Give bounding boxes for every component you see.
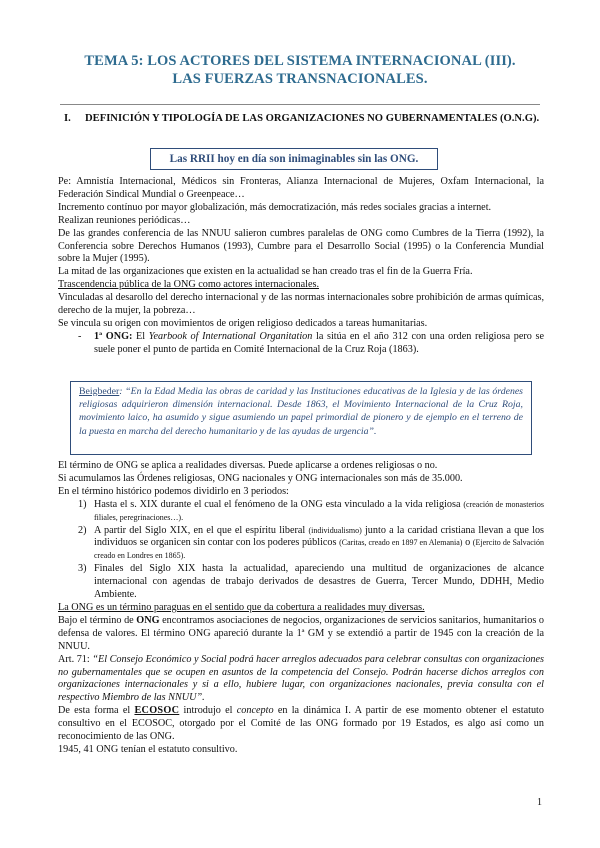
- section-heading: [64, 112, 544, 126]
- quote-box: [70, 381, 532, 455]
- list-text: Hasta el s. XIX durante el cual el fenómeno de la ONG esta vinculado a la vida religiosa: [94, 498, 464, 510]
- article-quote: [58, 654, 544, 706]
- highlight-box: Las RRII hoy en día son inimaginables sin las ONG.: [150, 148, 438, 170]
- list-number: 2): [78, 524, 87, 536]
- list-note: (individualismo): [308, 525, 362, 535]
- page-title: [40, 52, 560, 88]
- bullet-item: [58, 331, 544, 357]
- section-title: DEFINICIÓN Y TIPOLOGÍA DE LAS ORGANIZACIONES NO GUBERNAMENTALES (O.N.G).: [85, 113, 540, 124]
- list-note: (creación de monasterios filiales, peregrinaciones…).: [94, 499, 544, 522]
- paragraph: Pe: Amnistía Internacional, Médicos sin Fronteras, Alianza Internacional de Mujeres, Oxfam Internacional, la Federación Sindical Mundial o Greenpeace…: [58, 176, 544, 200]
- paragraph: Incremento contínuo por mayor globalización, más democratización, más redes sociales gracias a internet.: [58, 201, 492, 213]
- underlined-heading: La ONG es un término paraguas en el sentido que da cobertura a realidades muy diversas.: [58, 601, 425, 613]
- bullet-italic: Yearbook of International Organitation: [148, 330, 313, 342]
- list-note: (Caritas, creado en 1897 en Alemania): [339, 538, 463, 548]
- text: Bajo el término de: [58, 614, 137, 626]
- paragraph: [58, 705, 544, 744]
- title-line-2: LAS FUERZAS TRANSNACIONALES.: [172, 71, 428, 87]
- paragraph: En el término histórico podemos dividirlo en 3 periodos:: [58, 485, 289, 497]
- list-item: [58, 499, 544, 525]
- list-number: 3): [78, 563, 87, 575]
- list-item: [58, 563, 544, 602]
- text: en la dinámica I. A partir de ese momento obtener el estatuto consultivo en el ECOSOC, otorgado por el Comité de las ONG formado por 19 Estados, es algo así como un reconocimiento de las ONG.: [58, 705, 544, 743]
- text: encontramos asociaciones de negocios, organizaciones de servicios sanitarios, humanitarios o defensa de valores. El término ONG apareció durante la 1ª GM y se extendió a partir de 1945 con la creación de la NNUU.: [58, 614, 544, 652]
- bullet-text: la sitúa en el año 312 con una orden religiosa pero se suele poner el punto de partida en Comité Internacional de la Cruz Roja (1863).: [94, 330, 544, 355]
- bullet-dash: -: [78, 330, 82, 342]
- bold-term: ONG: [136, 614, 160, 626]
- italic-text: “El Consejo Económico y Social podrá hacer arreglos adecuados para celebrar consultas con organizaciones no gubernamentales que se ocupen en asuntos de la competencia del Consejo. Podrán hacerse dichos arreglos con organizaciones internacionales y si a ello, hubiere lugar, con organizaciones nacionales, previa consulta con el respectivo Miembro de las NNUU”.: [58, 653, 544, 704]
- paragraph: El término de ONG se aplica a realidades diversas. Puede aplicarse a ordenes religiosas o no.: [58, 460, 438, 471]
- body-block-1: [58, 176, 544, 357]
- bullet-text: El: [132, 330, 149, 342]
- list-number: 1): [78, 498, 87, 510]
- paragraph: Se vincula su origen con movimientos de origen religioso dedicados a tareas humanitarias.: [58, 317, 428, 329]
- text: introdujo el: [179, 705, 237, 717]
- divider: [60, 104, 540, 105]
- text: De esta forma el: [58, 705, 135, 717]
- paragraph: Realizan reuniones periódicas…: [58, 214, 191, 226]
- paragraph: De las grandes conferencia de las NNUU salieron cumbres paralelas de ONG como Cumbres de la Tierra (1992), la Conferencia sobre Derechos Humanos (1993), Cumbre para el Desarrollo Social (1995) o la Conferencia Mundial sobre la Mujer (1995).: [58, 227, 544, 265]
- bullet-bold: 1ª ONG:: [94, 330, 133, 342]
- title-line-1: TEMA 5: LOS ACTORES DEL SISTEMA INTERNACIONAL (III).: [84, 53, 516, 69]
- quote-text: : “En la Edad Media las obras de caridad y las Instituciones educativas de la Iglesia y de las órdenes religiosas adquirieron dimensión internacional. Desde 1863, el Movimiento Internacional de la Cruz Roja, movimiento laico, ha asumido y sigue asumiendo un papel primordial de pionero y de ejemplo en el terreno de la puesta en marcha del derecho humanitario y de las ayudas de urgencia”.: [79, 386, 523, 437]
- list-text: Finales del Siglo XIX hasta la actualidad, apareciendo una multitud de organizaciones de alcance internacional con agendas de trabajo derivados de desastres de Guerra, Tercer Mundo, DDHH, Medio Ambiente.: [94, 563, 544, 601]
- paragraph: Si acumulamos las Órdenes religiosas, ONG nacionales y ONG internacionales son más de 35.000.: [58, 472, 463, 484]
- page-number: 1: [537, 797, 542, 808]
- ecosoc-term: ECOSOC: [134, 705, 180, 717]
- body-block-2: [58, 460, 544, 757]
- list-text: o: [462, 537, 473, 549]
- italic-text: concepto: [236, 705, 274, 717]
- paragraph: [58, 615, 544, 654]
- list-note: (Ejercito de Salvación creado en Londres en 1865).: [94, 538, 545, 561]
- paragraph: 1945, 41 ONG tenían el estatuto consultivo.: [58, 743, 238, 755]
- quote-author: Beigbeder: [79, 386, 120, 397]
- list-text: junto a la caridad cristiana llevan a que los individuos se organicen sin contar con los poderes públicos: [94, 524, 545, 549]
- paragraph: La mitad de las organizaciones que existen en la actualidad se han creado tras el fin de la Guerra Fría.: [58, 266, 473, 278]
- list-text: A partir del Siglo XIX, en el que el espíritu liberal: [94, 524, 309, 536]
- underlined-heading: Trascendencia pública de la ONG como actores internacionales.: [58, 279, 320, 291]
- text: Art. 71:: [58, 653, 93, 665]
- list-item: [58, 525, 544, 564]
- paragraph: Vinculadas al desarollo del derecho internacional y de las normas internacionales sobre prohibición de armas químicas, derecho de la mujer, la pobreza…: [58, 292, 544, 317]
- section-number: I.: [64, 113, 71, 124]
